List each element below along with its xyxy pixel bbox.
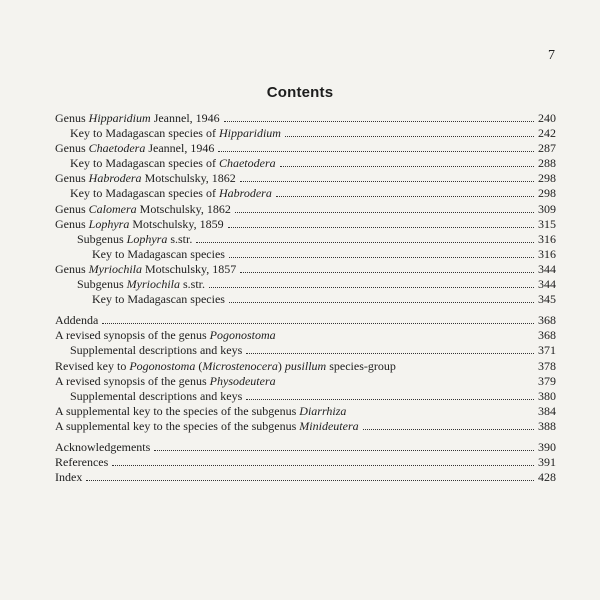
dot-leader (218, 151, 534, 152)
toc-section-addenda (55, 313, 556, 434)
toc-entry[interactable] (55, 328, 556, 343)
entry-label: A revised synopsis of the genus Pogonostoma (55, 328, 276, 343)
dot-leader (154, 450, 534, 451)
dot-leader (209, 287, 534, 288)
entry-label: Genus Lophyra Motschulsky, 1859 (55, 216, 224, 231)
toc-entry[interactable] (55, 419, 556, 434)
dot-leader (246, 353, 534, 354)
toc-section-genera (55, 111, 556, 307)
toc-entry[interactable] (55, 440, 556, 455)
toc-entry[interactable] (55, 202, 556, 217)
entry-page: 298 (538, 171, 556, 186)
toc-entry[interactable] (55, 141, 556, 156)
entry-page: 315 (538, 216, 556, 231)
toc-entry[interactable] (55, 126, 556, 141)
entry-label: Genus Calomera Motschulsky, 1862 (55, 201, 231, 216)
dot-leader (228, 227, 534, 228)
entry-label: Genus Hipparidium Jeannel, 1946 (55, 111, 220, 125)
dot-leader (229, 257, 534, 258)
entry-page: 388 (538, 418, 556, 433)
entry-page: 309 (538, 201, 556, 216)
toc-section-backmatter (55, 440, 556, 485)
entry-page: 380 (538, 388, 556, 403)
entry-page: 391 (538, 455, 556, 470)
toc-entry[interactable] (55, 217, 556, 232)
entry-label: Genus Myriochila Motschulsky, 1857 (55, 261, 237, 276)
toc-entry[interactable] (55, 186, 556, 201)
entry-page: 240 (538, 111, 556, 125)
dot-leader (363, 429, 534, 430)
dot-leader (276, 196, 534, 197)
dot-leader (86, 480, 534, 481)
entry-label: References (55, 455, 109, 470)
table-of-contents (55, 111, 556, 485)
entry-page: 316 (538, 246, 556, 261)
entry-page: 384 (538, 403, 556, 418)
toc-entry[interactable] (55, 313, 556, 328)
entry-page: 428 (538, 470, 556, 485)
entry-label: Key to Madagascan species of Habrodera (70, 186, 272, 201)
dot-leader (246, 399, 534, 400)
entry-label: Subgenus Lophyra s.str. (77, 231, 193, 246)
dot-leader (102, 323, 534, 324)
entry-page: 298 (538, 186, 556, 201)
entry-page: 378 (538, 358, 556, 373)
toc-entry[interactable] (55, 262, 556, 277)
toc-entry[interactable] (55, 404, 556, 419)
entry-label: Genus Chaetodera Jeannel, 1946 (55, 141, 215, 156)
toc-entry[interactable] (55, 232, 556, 247)
dot-leader (240, 272, 534, 273)
dot-leader (196, 242, 534, 243)
entry-label: Key to Madagascan species (92, 292, 225, 307)
dot-leader (280, 166, 534, 167)
entry-page: 287 (538, 141, 556, 156)
entry-label: Genus Habrodera Motschulsky, 1862 (55, 171, 236, 186)
entry-label: Key to Madagascan species of Chaetodera (70, 156, 276, 171)
entry-label: Supplemental descriptions and keys (70, 343, 243, 358)
entry-label: A supplemental key to the species of the subgenus Diarrhiza (55, 403, 347, 418)
entry-page: 371 (538, 343, 556, 358)
entry-page: 344 (538, 261, 556, 276)
page-number: 7 (548, 48, 555, 63)
contents-title: Contents (266, 84, 334, 101)
entry-page: 390 (538, 439, 556, 454)
entry-label: Key to Madagascan species (92, 246, 225, 261)
dot-leader (240, 181, 534, 182)
dot-leader (224, 121, 534, 122)
entry-page: 345 (538, 292, 556, 307)
toc-entry[interactable] (55, 455, 556, 470)
toc-entry[interactable] (55, 171, 556, 186)
dot-leader (285, 136, 534, 137)
entry-label: Index (55, 470, 83, 485)
toc-entry[interactable] (55, 247, 556, 262)
entry-page: 242 (538, 126, 556, 141)
entry-page: 316 (538, 231, 556, 246)
toc-entry[interactable] (55, 359, 556, 374)
toc-entry[interactable] (55, 156, 556, 171)
dot-leader (229, 302, 534, 303)
toc-entry[interactable] (55, 343, 556, 358)
entry-label: Key to Madagascan species of Hipparidium (70, 126, 281, 141)
entry-label: Revised key to Pogonostoma (Microstenocera) pusillum species-group (55, 358, 396, 373)
entry-page: 288 (538, 156, 556, 171)
entry-label: Acknowledgements (55, 439, 151, 454)
entry-page: 368 (538, 328, 556, 343)
entry-label: A supplemental key to the species of the subgenus Minideutera (55, 418, 359, 433)
toc-entry[interactable] (55, 389, 556, 404)
dot-leader (235, 212, 534, 213)
entry-page: 379 (538, 373, 556, 388)
entry-label: Addenda (55, 313, 99, 328)
entry-page: 344 (538, 277, 556, 292)
entry-label: Subgenus Myriochila s.str. (77, 277, 206, 292)
toc-entry[interactable] (55, 374, 556, 389)
toc-entry[interactable] (55, 470, 556, 485)
entry-label: Supplemental descriptions and keys (70, 388, 243, 403)
toc-entry[interactable] (55, 292, 556, 307)
toc-entry[interactable] (55, 277, 556, 292)
toc-entry[interactable] (55, 111, 556, 126)
dot-leader (112, 465, 534, 466)
entry-label: A revised synopsis of the genus Physodeutera (55, 373, 276, 388)
entry-page: 368 (538, 313, 556, 328)
